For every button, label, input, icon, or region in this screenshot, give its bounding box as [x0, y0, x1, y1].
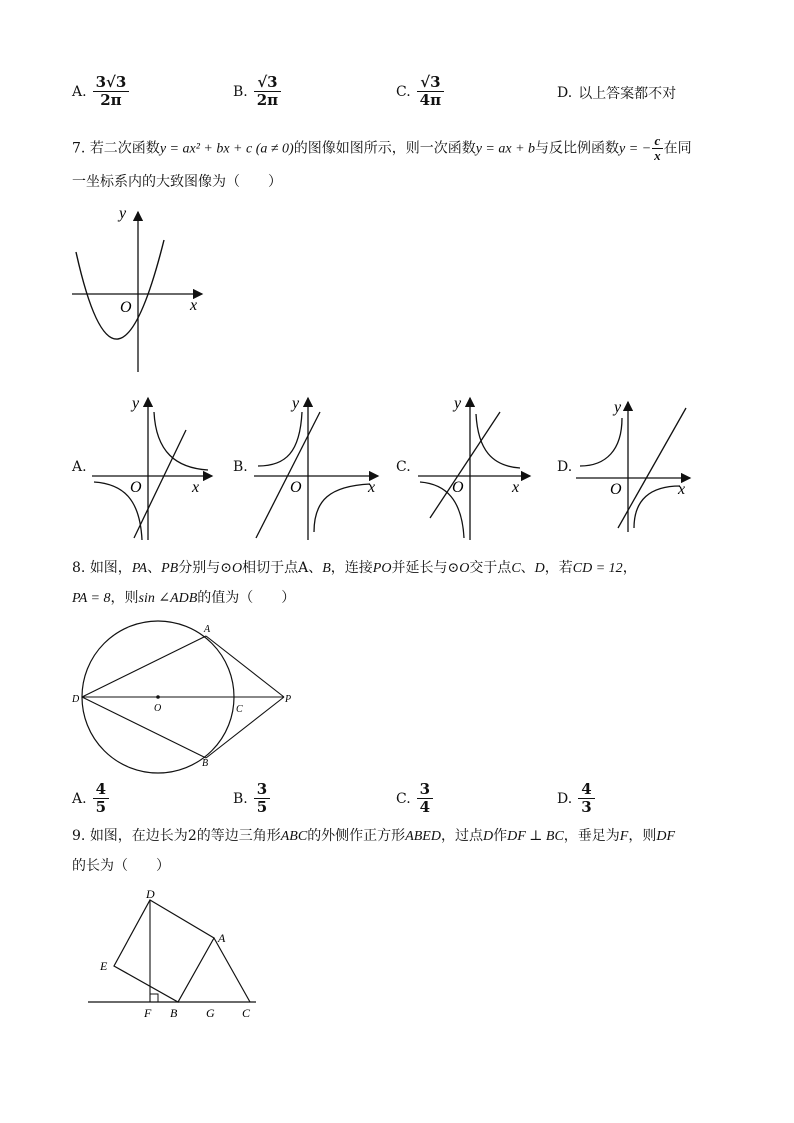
point-label-p: P — [285, 694, 292, 705]
stem-text: 分别与⊙ — [178, 560, 232, 576]
fraction-denominator: 3 — [581, 798, 592, 816]
segment-da — [82, 636, 206, 697]
q7-option-label-d[interactable]: D. — [557, 459, 573, 475]
q7-stem-line2: 一坐标系内的大致图像为（ ） — [72, 174, 282, 190]
math-d: D — [534, 561, 545, 576]
fraction-denominator: 4π — [419, 91, 442, 109]
point-label-a: A — [218, 931, 226, 945]
q6-option-d[interactable] — [557, 83, 676, 103]
fraction-denominator: x — [654, 148, 661, 163]
math-pa: PA — [131, 561, 148, 576]
segment-ac — [214, 938, 250, 1002]
math-abed: ABED — [405, 829, 441, 844]
y-axis-label: y — [119, 205, 127, 222]
x-axis-label: x — [678, 481, 686, 498]
y-axis-label: y — [614, 399, 622, 416]
option-fraction — [254, 74, 281, 109]
fraction-denominator: 4 — [419, 798, 431, 816]
math-pb: PB — [161, 561, 179, 576]
option-label: D. — [557, 85, 573, 101]
math-d: D — [482, 829, 494, 844]
stem-text: ，过点 — [440, 828, 483, 844]
q8-option-d[interactable] — [557, 781, 595, 816]
math-c: C — [511, 561, 521, 576]
option-label: C. — [396, 790, 411, 807]
option-label: B. — [233, 83, 248, 100]
fraction-numerator: √3 — [254, 74, 280, 92]
stem-text: 与反比例函数 — [535, 140, 620, 157]
q8-option-a[interactable] — [72, 781, 109, 816]
point-label-f: F — [144, 1006, 152, 1020]
question-number: 7. — [72, 140, 86, 157]
square-abed — [114, 900, 214, 1002]
point-label-e: E — [100, 959, 108, 973]
point-label-d: D — [146, 887, 155, 901]
option-text: 以上答案都不对 — [578, 86, 677, 102]
stem-text: 的等边三角形 — [196, 828, 281, 844]
q8-circle-figure — [66, 616, 306, 780]
origin-label: O — [120, 299, 132, 316]
fraction-numerator: 3 — [417, 781, 433, 799]
q7-option-label-c[interactable]: C. — [396, 459, 411, 475]
stem-text: ， — [622, 560, 637, 576]
point-label-o: O — [154, 703, 162, 714]
stem-text: ，则 — [110, 590, 139, 606]
linear-line — [256, 412, 320, 538]
math-f: F — [619, 829, 629, 844]
stem-text: ，连接 — [330, 560, 373, 576]
math-linear: y = ax + b — [475, 141, 536, 157]
center-point — [156, 695, 160, 699]
stem-text: 如图，在边长为 — [89, 828, 188, 844]
stem-text: 相切于点A、 — [242, 560, 323, 576]
option-fraction — [254, 781, 270, 816]
math-inverse-fraction — [651, 134, 664, 163]
y-axis-label: y — [292, 395, 300, 412]
q7-option-graph-b[interactable] — [250, 392, 384, 542]
linear-line — [134, 430, 186, 538]
question-number: 8. — [72, 560, 86, 576]
q9-square-triangle-figure — [84, 884, 268, 1024]
tangent-pa — [206, 636, 284, 697]
origin-label: O — [130, 479, 142, 496]
stem-text: 的值为（ ） — [197, 590, 296, 606]
q9-stem-line2: 的长为（ ） — [72, 858, 170, 874]
fraction-numerator: 3√3 — [93, 74, 130, 92]
math-cd: CD = 12 — [572, 561, 623, 576]
origin-label: O — [290, 479, 302, 496]
x-axis-label: x — [190, 297, 198, 314]
q8-stem-line1 — [72, 558, 637, 579]
math-po: PO — [372, 561, 392, 576]
option-fraction — [93, 781, 109, 816]
q7-parabola-graph — [66, 202, 216, 378]
question-number: 9. — [72, 828, 86, 844]
math-pa-8: PA = 8 — [72, 591, 111, 606]
q6-option-a[interactable] — [72, 74, 129, 109]
fraction-denominator: 5 — [95, 798, 106, 816]
fraction-numerator: c — [652, 134, 664, 149]
option-fraction — [578, 781, 594, 816]
math-df-perp-bc: DF ⊥ BC — [507, 829, 564, 844]
math-sin-adb: sin ∠ADB — [138, 591, 198, 606]
x-axis-label: x — [368, 479, 376, 496]
stem-text: ，则 — [628, 828, 657, 844]
q7-option-graph-d[interactable] — [574, 396, 698, 536]
q8-option-b[interactable] — [233, 781, 270, 816]
y-axis-label: y — [132, 395, 140, 412]
hyperbola-branch — [258, 412, 302, 466]
math-side-length: 2 — [187, 828, 197, 844]
fraction-denominator: 2π — [100, 91, 122, 109]
hyperbola-branch — [476, 414, 520, 468]
right-angle-mark — [150, 994, 158, 1002]
stem-text: 、 — [520, 560, 535, 576]
math-abc: ABC — [280, 829, 308, 844]
stem-text: 的图像如图所示，则一次函数 — [293, 140, 476, 157]
math-quadratic: y = ax² + bx + c (a ≠ 0) — [159, 141, 294, 157]
q9-stem-line1 — [72, 826, 675, 847]
y-axis-label: y — [454, 395, 462, 412]
point-label-g: G — [206, 1006, 215, 1020]
stem-text: 并延长与⊙ — [391, 560, 460, 576]
point-label-a: A — [204, 624, 211, 635]
origin-label: O — [452, 479, 464, 496]
option-label: D. — [557, 790, 573, 807]
x-axis-label: x — [512, 479, 520, 496]
math-b: B — [322, 561, 331, 576]
linear-line — [430, 412, 500, 518]
stem-text: 的外侧作正方形 — [307, 828, 406, 844]
q7-option-label-a[interactable]: A. — [72, 459, 87, 475]
stem-text: 交于点 — [469, 560, 512, 576]
option-label: A. — [72, 83, 87, 100]
point-label-c: C — [242, 1006, 251, 1020]
q8-stem-line2 — [72, 588, 295, 609]
stem-text: 若二次函数 — [89, 140, 160, 157]
fraction-denominator: 2π — [256, 91, 279, 109]
tangent-pb — [206, 697, 284, 758]
option-label: C. — [396, 83, 411, 100]
option-fraction — [417, 74, 444, 109]
option-label: A. — [72, 790, 87, 807]
q7-option-graph-c[interactable] — [414, 392, 540, 542]
math-inverse-prefix: y = − — [619, 141, 652, 157]
x-axis-label: x — [192, 479, 200, 496]
fraction-numerator: √3 — [417, 74, 443, 92]
stem-text: 如图， — [89, 560, 132, 576]
point-label-c: C — [236, 704, 243, 715]
q7-stem-line1 — [72, 134, 692, 163]
fraction-denominator: 5 — [256, 798, 268, 816]
hyperbola-branch — [314, 484, 370, 532]
q7-option-graph-a[interactable] — [88, 392, 218, 542]
point-label-b: B — [170, 1006, 178, 1020]
math-o: O — [231, 561, 243, 576]
fraction-numerator: 4 — [578, 781, 594, 799]
stem-text: ，垂足为 — [563, 828, 620, 844]
segment-db — [82, 697, 206, 758]
option-fraction — [417, 781, 433, 816]
math-df: DF — [656, 829, 676, 844]
fraction-numerator: 4 — [93, 781, 109, 799]
parabola-curve — [76, 240, 164, 339]
hyperbola-branch — [634, 486, 680, 528]
point-label-b: B — [202, 758, 209, 769]
stem-text: 作 — [493, 828, 508, 844]
option-fraction — [93, 74, 130, 109]
origin-label: O — [610, 481, 622, 498]
q6-option-c[interactable] — [396, 74, 444, 109]
math-o: O — [459, 561, 470, 576]
q8-option-c[interactable] — [396, 781, 433, 816]
stem-text: ，若 — [544, 560, 573, 576]
stem-text: 在同 — [663, 140, 692, 157]
q6-option-b[interactable] — [233, 74, 281, 109]
option-label: B. — [233, 790, 248, 807]
point-label-d: D — [72, 694, 80, 705]
hyperbola-branch — [580, 418, 622, 466]
q7-option-label-b[interactable]: B. — [233, 459, 248, 475]
stem-text: 、 — [147, 560, 162, 576]
fraction-numerator: 3 — [254, 781, 270, 799]
